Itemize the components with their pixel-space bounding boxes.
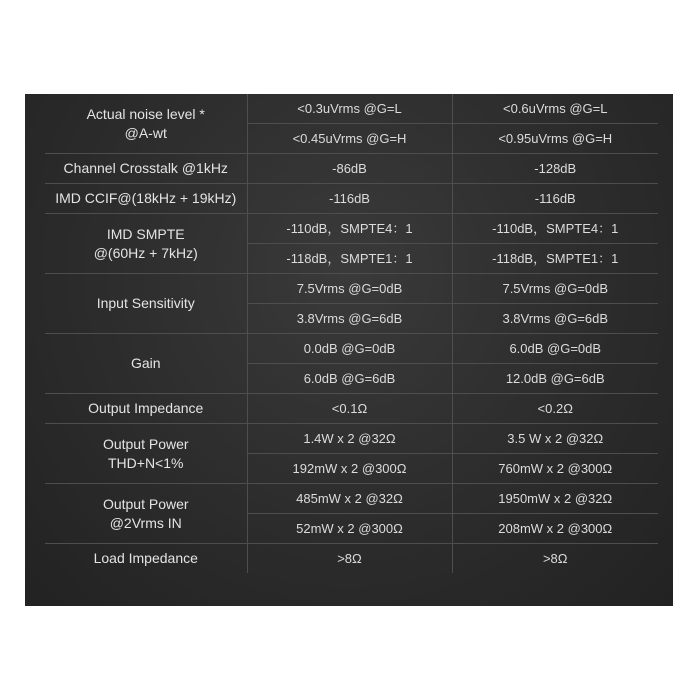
model-a-value: <0.45uVrms @G=H bbox=[247, 124, 452, 154]
spec-label bbox=[97, 294, 195, 313]
model-a-value: -110dB，SMPTE4：1 bbox=[247, 214, 452, 244]
model-a-value: <0.1Ω bbox=[247, 394, 452, 424]
model-b-value: 760mW x 2 @300Ω bbox=[452, 454, 658, 484]
spec-label-cell bbox=[45, 274, 247, 334]
spec-row bbox=[45, 274, 658, 304]
spec-label-cell bbox=[45, 484, 247, 544]
model-b-value: -128dB bbox=[452, 154, 658, 184]
model-a-value: 7.5Vrms @G=0dB bbox=[247, 274, 452, 304]
model-b-value: <0.95uVrms @G=H bbox=[452, 124, 658, 154]
model-b-value: 1950mW x 2 @32Ω bbox=[452, 484, 658, 514]
spec-label-line: @(60Hz + 7kHz) bbox=[93, 244, 198, 261]
spec-label bbox=[94, 225, 198, 263]
spec-label bbox=[131, 354, 161, 373]
model-b-value: >8Ω bbox=[452, 544, 658, 574]
spec-row bbox=[45, 94, 658, 124]
model-b-value: 6.0dB @G=0dB bbox=[452, 334, 658, 364]
spec-panel bbox=[25, 94, 673, 606]
spec-label bbox=[94, 549, 198, 568]
model-a-value: 3.8Vrms @G=6dB bbox=[247, 304, 452, 334]
spec-row bbox=[45, 154, 658, 184]
spec-label bbox=[64, 159, 228, 178]
spec-label-cell bbox=[45, 544, 247, 574]
spec-label-cell bbox=[45, 394, 247, 424]
model-a-value: 485mW x 2 @32Ω bbox=[247, 484, 452, 514]
spec-row bbox=[45, 484, 658, 514]
spec-label-line: Load Impedance bbox=[93, 550, 198, 566]
model-a-value: -118dB，SMPTE1：1 bbox=[247, 244, 452, 274]
model-a-value: <0.3uVrms @G=L bbox=[247, 94, 452, 124]
model-a-value: 0.0dB @G=0dB bbox=[247, 334, 452, 364]
model-b-value: -110dB，SMPTE4：1 bbox=[452, 214, 658, 244]
model-a-value: 52mW x 2 @300Ω bbox=[247, 514, 452, 544]
spec-label bbox=[55, 189, 236, 208]
model-a-value: -116dB bbox=[247, 184, 452, 214]
spec-row bbox=[45, 334, 658, 364]
spec-row bbox=[45, 424, 658, 454]
model-b-value: 3.8Vrms @G=6dB bbox=[452, 304, 658, 334]
model-a-value: >8Ω bbox=[247, 544, 452, 574]
spec-label-line: THD+N<1% bbox=[108, 454, 184, 471]
spec-label-line: IMD SMPTE bbox=[106, 225, 185, 242]
model-a-value: 192mW x 2 @300Ω bbox=[247, 454, 452, 484]
model-b-value: 12.0dB @G=6dB bbox=[452, 364, 658, 394]
spec-label-cell bbox=[45, 334, 247, 394]
model-a-value: 6.0dB @G=6dB bbox=[247, 364, 452, 394]
spec-row bbox=[45, 394, 658, 424]
spec-label-line: IMD CCIF@(18kHz + 19kHz) bbox=[55, 190, 237, 206]
spec-label-line: Input Sensitivity bbox=[96, 295, 195, 311]
spec-label-cell bbox=[45, 424, 247, 484]
model-b-value: 3.5 W x 2 @32Ω bbox=[452, 424, 658, 454]
model-b-value: -118dB，SMPTE1：1 bbox=[452, 244, 658, 274]
spec-label-line: Channel Crosstalk @1kHz bbox=[63, 160, 228, 176]
model-a-value: 1.4W x 2 @32Ω bbox=[247, 424, 452, 454]
spec-label-cell bbox=[45, 214, 247, 274]
spec-label bbox=[88, 399, 203, 418]
spec-label-line: @2Vrms IN bbox=[109, 514, 182, 531]
spec-row bbox=[45, 544, 658, 574]
spec-label bbox=[87, 105, 205, 143]
model-b-value: 7.5Vrms @G=0dB bbox=[452, 274, 658, 304]
spec-label bbox=[103, 495, 189, 533]
spec-row bbox=[45, 184, 658, 214]
spec-label-line: Output Power bbox=[102, 495, 189, 512]
model-b-value: <0.2Ω bbox=[452, 394, 658, 424]
spec-row bbox=[45, 214, 658, 244]
spec-label-cell bbox=[45, 184, 247, 214]
spec-table bbox=[45, 94, 658, 573]
model-b-value: -116dB bbox=[452, 184, 658, 214]
spec-label-line: Gain bbox=[130, 355, 161, 371]
model-b-value: 208mW x 2 @300Ω bbox=[452, 514, 658, 544]
model-a-value: -86dB bbox=[247, 154, 452, 184]
spec-label-cell bbox=[45, 94, 247, 154]
spec-label-line: Actual noise level * bbox=[86, 105, 205, 122]
spec-label bbox=[103, 435, 189, 473]
spec-label-line: Output Power bbox=[102, 435, 189, 452]
model-b-value: <0.6uVrms @G=L bbox=[452, 94, 658, 124]
spec-label-line: Output Impedance bbox=[88, 400, 204, 416]
spec-label-line: @A-wt bbox=[124, 124, 167, 141]
spec-label-cell bbox=[45, 154, 247, 184]
